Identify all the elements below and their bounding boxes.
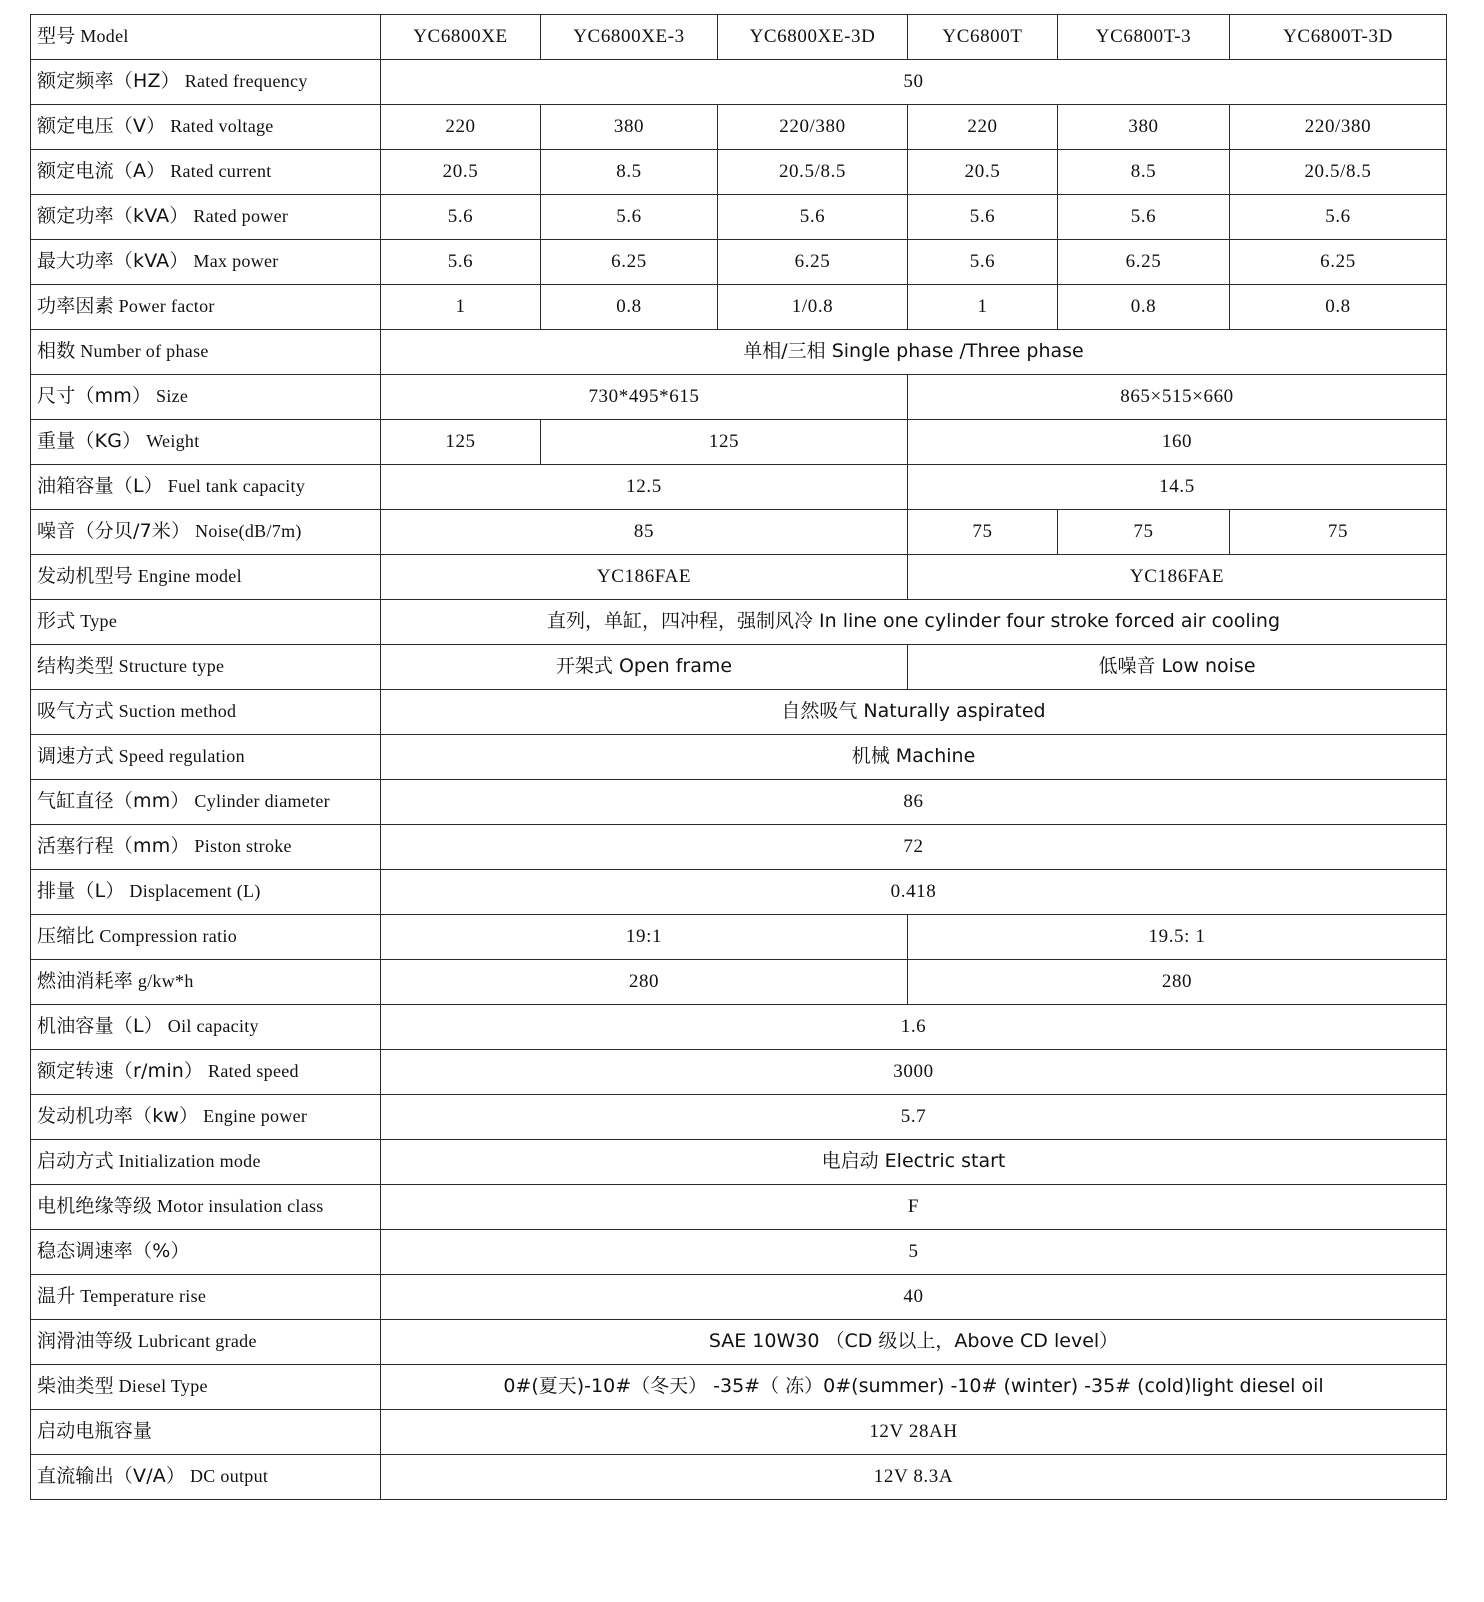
- cell-r4-c0: 5.6: [381, 240, 541, 285]
- row-label-en: Motor insulation class: [152, 1196, 324, 1217]
- model-header-3: YC6800XE-3D: [718, 15, 908, 60]
- table-row: [31, 825, 1447, 870]
- cell-r3-c4: 5.6: [1058, 195, 1230, 240]
- row-label-cn: 温升: [37, 1285, 76, 1308]
- row-label-0: [31, 60, 381, 105]
- row-label-19: [31, 915, 381, 960]
- row-label-26: [31, 1230, 381, 1275]
- cell-r25-c0: F: [381, 1185, 1447, 1230]
- row-label-en: Power factor: [113, 296, 215, 317]
- table-row: [31, 1005, 1447, 1050]
- table-row: [31, 465, 1447, 510]
- cell-r0-c0: 50: [381, 60, 1447, 105]
- row-label-21: [31, 1005, 381, 1050]
- cell-r18-c0: 0.418: [381, 870, 1447, 915]
- cell-r5-c0: 1: [381, 285, 541, 330]
- row-label-en: Lubricant grade: [133, 1331, 257, 1352]
- cell-r19-c1: 19.5: 1: [908, 915, 1447, 960]
- cell-r4-c2: 6.25: [718, 240, 908, 285]
- cell-r11-c1: YC186FAE: [908, 555, 1447, 600]
- cell-r13-c0: 开架式 Open frame: [381, 645, 908, 690]
- row-label-cn: 排量（L）: [37, 880, 125, 903]
- cell-r9-c1: 14.5: [908, 465, 1447, 510]
- row-label-en: Temperature rise: [75, 1286, 207, 1307]
- row-label-27: [31, 1275, 381, 1320]
- row-label-22: [31, 1050, 381, 1095]
- row-label-en: Rated power: [188, 206, 289, 227]
- row-label-en: Piston stroke: [189, 836, 292, 857]
- row-label-en: Rated speed: [203, 1061, 299, 1082]
- cell-r26-c0: 5: [381, 1230, 1447, 1275]
- row-label-1: [31, 105, 381, 150]
- row-label-cn: 柴油类型: [37, 1375, 114, 1398]
- cell-r1-c4: 380: [1058, 105, 1230, 150]
- cell-r17-c0: 72: [381, 825, 1447, 870]
- model-header-6: YC6800T-3D: [1230, 15, 1447, 60]
- table-row: [31, 960, 1447, 1005]
- row-label-cn: 调速方式: [37, 745, 114, 768]
- row-label-cn: 功率因素: [37, 295, 114, 318]
- cell-r5-c4: 0.8: [1058, 285, 1230, 330]
- cell-r3-c5: 5.6: [1230, 195, 1447, 240]
- row-label-en: g/kw*h: [133, 971, 194, 992]
- table-row: [31, 600, 1447, 645]
- cell-r4-c1: 6.25: [541, 240, 718, 285]
- row-label-cn: 重量（KG）: [37, 430, 142, 453]
- cell-r15-c0: 机械 Machine: [381, 735, 1447, 780]
- row-label-en: Weight: [141, 431, 200, 452]
- row-label-cn: 额定频率（HZ）: [37, 70, 180, 93]
- cell-r8-c2: 160: [908, 420, 1447, 465]
- row-label-7: [31, 375, 381, 420]
- row-label-en: Size: [151, 386, 189, 407]
- row-label-cn: 吸气方式: [37, 700, 114, 723]
- row-label-model: [31, 15, 381, 60]
- cell-r22-c0: 3000: [381, 1050, 1447, 1095]
- row-label-cn: 形式: [37, 610, 76, 633]
- cell-r27-c0: 40: [381, 1275, 1447, 1320]
- table-row: [31, 510, 1447, 555]
- cell-r5-c3: 1: [908, 285, 1058, 330]
- row-label-30: [31, 1410, 381, 1455]
- row-label-13: [31, 645, 381, 690]
- table-row: [31, 1230, 1447, 1275]
- model-header-2: YC6800XE-3: [541, 15, 718, 60]
- cell-r2-c1: 8.5: [541, 150, 718, 195]
- row-label-en: Diesel Type: [113, 1376, 208, 1397]
- table-row: [31, 555, 1447, 600]
- cell-r19-c0: 19:1: [381, 915, 908, 960]
- row-label-14: [31, 690, 381, 735]
- cell-r30-c0: 12V 28AH: [381, 1410, 1447, 1455]
- row-label-15: [31, 735, 381, 780]
- cell-r24-c0: 电启动 Electric start: [381, 1140, 1447, 1185]
- table-row: [31, 1410, 1447, 1455]
- cell-r21-c0: 1.6: [381, 1005, 1447, 1050]
- cell-r9-c0: 12.5: [381, 465, 908, 510]
- row-label-29: [31, 1365, 381, 1410]
- row-label-en: Model: [75, 26, 129, 47]
- row-label-cn: 直流输出（V/A）: [37, 1465, 186, 1488]
- cell-r1-c2: 220/380: [718, 105, 908, 150]
- cell-r2-c0: 20.5: [381, 150, 541, 195]
- row-label-cn: 噪音（分贝/7米）: [37, 520, 191, 543]
- row-label-6: [31, 330, 381, 375]
- row-label-12: [31, 600, 381, 645]
- cell-r8-c1: 125: [541, 420, 908, 465]
- cell-r11-c0: YC186FAE: [381, 555, 908, 600]
- row-label-16: [31, 780, 381, 825]
- row-label-cn: 启动电瓶容量: [37, 1420, 153, 1443]
- row-label-en: Engine model: [133, 566, 242, 587]
- row-label-17: [31, 825, 381, 870]
- row-label-cn: 相数: [37, 340, 76, 363]
- row-label-en: Max power: [188, 251, 279, 272]
- cell-r28-c0: SAE 10W30 （CD 级以上，Above CD level）: [381, 1320, 1447, 1365]
- row-label-en: DC output: [185, 1466, 269, 1487]
- table-row-model: [31, 15, 1447, 60]
- cell-r2-c2: 20.5/8.5: [718, 150, 908, 195]
- row-label-11: [31, 555, 381, 600]
- table-row: [31, 1275, 1447, 1320]
- table-row: [31, 645, 1447, 690]
- cell-r8-c0: 125: [381, 420, 541, 465]
- row-label-en: Rated frequency: [179, 71, 308, 92]
- row-label-18: [31, 870, 381, 915]
- row-label-en: Compression ratio: [94, 926, 237, 947]
- row-label-en: Structure type: [113, 656, 225, 677]
- table-row: [31, 240, 1447, 285]
- table-row: [31, 285, 1447, 330]
- row-label-8: [31, 420, 381, 465]
- table-row: [31, 330, 1447, 375]
- table-row: [31, 1365, 1447, 1410]
- table-row: [31, 1140, 1447, 1185]
- table-row: [31, 105, 1447, 150]
- row-label-cn: 尺寸（mm）: [37, 385, 152, 408]
- cell-r10-c1: 75: [908, 510, 1058, 555]
- row-label-cn: 型号: [37, 25, 76, 48]
- row-label-cn: 压缩比: [37, 925, 95, 948]
- table-row: [31, 1095, 1447, 1140]
- specification-table: [30, 14, 1447, 1500]
- row-label-en: Rated current: [165, 161, 272, 182]
- row-label-en: Type: [75, 611, 118, 632]
- row-label-31: [31, 1455, 381, 1500]
- table-row: [31, 1185, 1447, 1230]
- row-label-cn: 结构类型: [37, 655, 114, 678]
- cell-r4-c3: 5.6: [908, 240, 1058, 285]
- row-label-cn: 气缸直径（mm）: [37, 790, 190, 813]
- cell-r10-c0: 85: [381, 510, 908, 555]
- row-label-en: Initialization mode: [113, 1151, 261, 1172]
- table-row: [31, 780, 1447, 825]
- row-label-2: [31, 150, 381, 195]
- cell-r23-c0: 5.7: [381, 1095, 1447, 1140]
- row-label-cn: 最大功率（kVA）: [37, 250, 189, 273]
- table-row: [31, 195, 1447, 240]
- row-label-9: [31, 465, 381, 510]
- cell-r6-c0: 单相/三相 Single phase /Three phase: [381, 330, 1447, 375]
- model-header-1: YC6800XE: [381, 15, 541, 60]
- row-label-cn: 润滑油等级: [37, 1330, 134, 1353]
- cell-r7-c1: 865×515×660: [908, 375, 1447, 420]
- row-label-cn: 机油容量（L）: [37, 1015, 163, 1038]
- table-row: [31, 1050, 1447, 1095]
- cell-r16-c0: 86: [381, 780, 1447, 825]
- row-label-cn: 额定电压（V）: [37, 115, 166, 138]
- cell-r7-c0: 730*495*615: [381, 375, 908, 420]
- cell-r31-c0: 12V 8.3A: [381, 1455, 1447, 1500]
- cell-r20-c1: 280: [908, 960, 1447, 1005]
- cell-r20-c0: 280: [381, 960, 908, 1005]
- row-label-en: Engine power: [198, 1106, 308, 1127]
- row-label-cn: 启动方式: [37, 1150, 114, 1173]
- row-label-en: Noise(dB/7m): [190, 521, 302, 542]
- row-label-28: [31, 1320, 381, 1365]
- row-label-cn: 额定功率（kVA）: [37, 205, 189, 228]
- row-label-en: Speed regulation: [113, 746, 245, 767]
- cell-r2-c5: 20.5/8.5: [1230, 150, 1447, 195]
- cell-r1-c3: 220: [908, 105, 1058, 150]
- table-row: [31, 690, 1447, 735]
- cell-r4-c5: 6.25: [1230, 240, 1447, 285]
- cell-r1-c5: 220/380: [1230, 105, 1447, 150]
- table-row: [31, 375, 1447, 420]
- cell-r5-c2: 1/0.8: [718, 285, 908, 330]
- cell-r3-c1: 5.6: [541, 195, 718, 240]
- row-label-cn: 发动机型号: [37, 565, 134, 588]
- row-label-24: [31, 1140, 381, 1185]
- row-label-en: Oil capacity: [163, 1016, 259, 1037]
- model-header-4: YC6800T: [908, 15, 1058, 60]
- cell-r3-c0: 5.6: [381, 195, 541, 240]
- table-row: [31, 735, 1447, 780]
- cell-r2-c4: 8.5: [1058, 150, 1230, 195]
- cell-r12-c0: 直列，单缸，四冲程，强制风冷 In line one cylinder four stroke forced air cooling: [381, 600, 1447, 645]
- row-label-4: [31, 240, 381, 285]
- row-label-cn: 额定电流（A）: [37, 160, 166, 183]
- cell-r2-c3: 20.5: [908, 150, 1058, 195]
- row-label-25: [31, 1185, 381, 1230]
- cell-r5-c1: 0.8: [541, 285, 718, 330]
- row-label-cn: 活塞行程（mm）: [37, 835, 190, 858]
- cell-r13-c1: 低噪音 Low noise: [908, 645, 1447, 690]
- row-label-23: [31, 1095, 381, 1140]
- cell-r14-c0: 自然吸气 Naturally aspirated: [381, 690, 1447, 735]
- row-label-cn: 燃油消耗率: [37, 970, 134, 993]
- row-label-en: Suction method: [113, 701, 237, 722]
- cell-r29-c0: 0#(夏天)-10#（冬天） -35#（ 冻）0#(summer) -10# (winter) -35# (cold)light diesel oil: [381, 1365, 1447, 1410]
- row-label-en: Number of phase: [75, 341, 209, 362]
- row-label-en: Displacement (L): [124, 881, 261, 902]
- row-label-3: [31, 195, 381, 240]
- table-row: [31, 1320, 1447, 1365]
- cell-r4-c4: 6.25: [1058, 240, 1230, 285]
- row-label-cn: 电机绝缘等级: [37, 1195, 153, 1218]
- row-label-5: [31, 285, 381, 330]
- cell-r1-c1: 380: [541, 105, 718, 150]
- table-row: [31, 150, 1447, 195]
- cell-r5-c5: 0.8: [1230, 285, 1447, 330]
- cell-r10-c3: 75: [1230, 510, 1447, 555]
- row-label-en: Rated voltage: [165, 116, 274, 137]
- table-row: [31, 915, 1447, 960]
- cell-r10-c2: 75: [1058, 510, 1230, 555]
- row-label-en: Fuel tank capacity: [163, 476, 306, 497]
- table-row: [31, 420, 1447, 465]
- cell-r1-c0: 220: [381, 105, 541, 150]
- row-label-cn: 额定转速（r/min）: [37, 1060, 204, 1083]
- cell-r3-c2: 5.6: [718, 195, 908, 240]
- row-label-en: Cylinder diameter: [189, 791, 330, 812]
- row-label-cn: 发动机功率（kw）: [37, 1105, 199, 1128]
- table-row: [31, 60, 1447, 105]
- row-label-cn: 油箱容量（L）: [37, 475, 163, 498]
- row-label-20: [31, 960, 381, 1005]
- row-label-cn: 稳态调速率（%）: [37, 1240, 190, 1263]
- row-label-10: [31, 510, 381, 555]
- cell-r3-c3: 5.6: [908, 195, 1058, 240]
- model-header-5: YC6800T-3: [1058, 15, 1230, 60]
- table-row: [31, 870, 1447, 915]
- table-row: [31, 1455, 1447, 1500]
